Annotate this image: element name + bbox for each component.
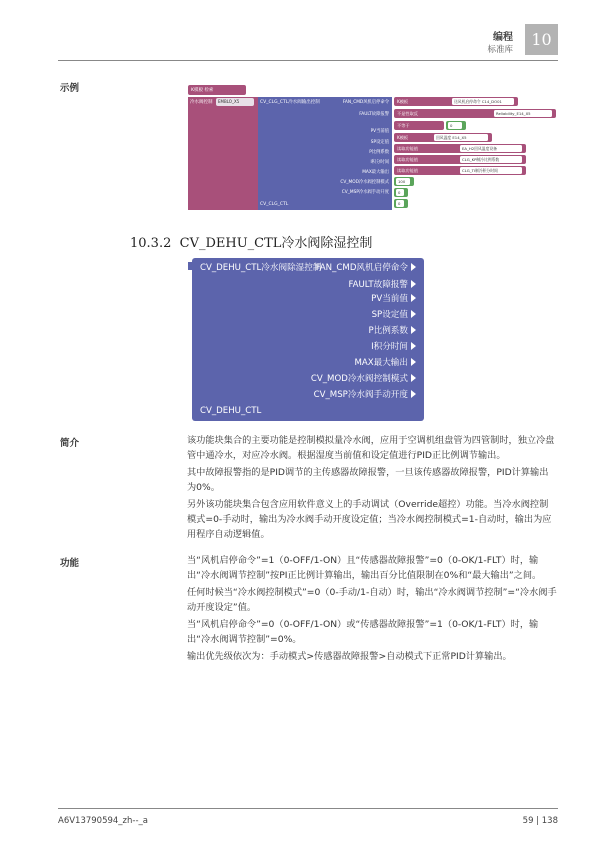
block-pin-label: FAULT故障报警 [348,280,408,290]
example-input-field: CLG_TI制冷积分时间 [460,167,522,174]
section-title: CV_DEHU_CTL冷水阀除湿控制 [179,236,373,251]
example-input-label: 不是性取反 [397,111,418,116]
function-block-footer: CV_DEHU_CTL [200,406,262,416]
pin-connector-icon [411,342,416,350]
example-input-field: Reliability_E14_X5 [494,110,552,117]
pin-connector-icon [411,294,416,302]
footer-pagination: 59 | 138 [522,816,558,826]
example-input-block [394,144,526,153]
intro-paragraph: 该功能块集合的主要功能是控制模拟量冷水阀，应用于空调机组盘管为四管制时，独立冷盘管中通冷水，对应冷水阀。根据湿度当前值和设定值进行PID正比例调节输出。 [187,435,555,461]
example-left-value: EMBLO_X5 [216,98,254,106]
example-input-label: K模板 [397,99,409,104]
example-left-block [188,97,258,210]
block-pin [372,308,416,320]
example-label: 示例 [60,83,80,94]
example-input-label: 读取功能值 [397,157,418,162]
example-pin: FAN_CMD风机启停命令 [342,100,389,105]
example-number-field: 0 [448,122,462,129]
example-compare-block [394,121,444,130]
example-mod-block [394,188,408,197]
block-pin [371,340,416,352]
function-label: 功能 [60,558,80,569]
example-left-label: 冷水阀控制 [190,100,213,105]
pin-connector-icon [411,326,416,334]
example-input-block [394,133,492,142]
footer-divider [58,808,558,809]
block-pin-label: CV_MSP冷水阀手动开度 [313,390,408,400]
footer-total: 138 [541,816,558,826]
block-pin [316,261,416,273]
block-pin [354,356,416,368]
example-input-label: 读取功能值 [397,168,418,173]
example-pin: SP设定值 [370,140,389,145]
example-input-block [394,166,526,175]
example-main-title: CV_CLG_CTL冷水阀输出控制 [260,100,320,105]
example-input-field: 送风机启停命令 C14_DO01 [452,98,514,105]
intro-text [187,433,557,544]
pin-connector-icon [411,310,416,318]
function-paragraph: 当“风机启停命令”=0（0-OFF/1-ON）或“传感器故障报警”=1（0-OK/1-FLT）时，输出“冷水阀调节控制”=0%。 [187,619,539,645]
example-pin: P比例系数 [369,150,389,155]
example-msp-block [394,199,408,208]
example-input-block [394,155,526,164]
example-input-label: 读取功能值 [397,146,418,151]
block-pin-label: PV当前值 [371,294,408,304]
footer-doc-id: A6V13790594_zh--_a [58,816,148,826]
example-input-block [394,109,556,118]
function-paragraph: 输出优先级依次为：手动模式>传感器故障报警>自动模式下正常PID计算输出。 [187,651,512,662]
example-max-block [394,177,414,186]
function-paragraph: 任何时候当“冷水阀控制模式”=0（0-手动/1-自动）时，输出“冷水阀调节控制”=“冷水阀手动开度设定”值。 [187,587,557,613]
example-pin: I积分时间 [370,160,389,165]
block-pin-label: CV_MOD冷水阀控制模式 [310,374,408,384]
example-diagram [188,85,560,210]
block-pin-label: P比例系数 [368,326,408,336]
header-divider [58,60,558,61]
example-mod-field: 0 [396,189,404,196]
example-pin: CV_MOD冷水阀控制模式 [340,180,389,185]
section-number: 10.3.2 [130,236,172,251]
example-max-field: 100 [396,178,410,185]
example-msp-field: 0 [396,200,404,207]
example-pin: CV_MSP冷水阀手动开度 [341,190,389,195]
section-heading [130,232,372,251]
pin-connector-icon [411,280,416,288]
block-pin [311,372,416,384]
example-input-block [394,97,518,106]
pin-connector-icon [411,263,416,271]
block-pin-label: MAX最大输出 [354,358,408,368]
example-input-label: K模板 [397,135,409,140]
function-paragraph: 当“风机启停命令”=1（0-OFF/1-ON）且“传感器故障报警”=0（0-OK/1-FLT）时，输出“冷水阀调节控制”按PI正比例计算输出，输出百分比值限制在0%和“最大输出”之间。 [187,555,542,581]
header-title: 编程 [493,32,513,43]
footer-page: 59 [522,816,534,826]
pin-connector-icon [411,374,416,382]
example-pin: FAULT故障报警 [359,112,389,117]
chapter-number: 10 [525,24,558,55]
block-pin-label: FAN_CMD风机启停命令 [315,263,408,273]
block-pin [314,388,416,400]
header-subtitle: 标准库 [487,45,513,55]
pin-connector-icon [411,390,416,398]
intro-label: 简介 [60,438,80,449]
function-block [192,258,424,421]
function-text [187,553,557,666]
example-pin: MAX最大输出 [362,170,389,175]
example-main-block [258,97,392,210]
example-input-field: 回风温度 E14_X5 [434,134,488,141]
example-number-block [446,121,466,130]
block-pin [371,292,416,304]
block-pin-label: I积分时间 [371,342,408,352]
example-main-footer: CV_CLG_CTL [260,202,289,207]
example-compare-label: 不等于 [397,123,410,128]
pin-connector-icon [411,358,416,366]
function-block-title: CV_DEHU_CTL冷水阀除湿控制 [200,263,322,273]
example-pin: PV当前值 [370,129,389,134]
block-pin [348,278,416,290]
example-topbar [188,85,246,95]
intro-paragraph: 其中故障报警指的是PID调节的主传感器故障报警，一旦该传感器故障报警，PID计算输出为0%。 [187,467,549,493]
intro-paragraph: 另外该功能块集合包含应用软件意义上的手动调试（Override超控）功能。当冷水阀控制模式=0-手动时，输出为冷水阀手动开度设定值；当冷水阀控制模式=1-自动时，输出为应用程序自动逻辑值。 [187,499,552,540]
example-input-field: CLG_KP制冷比例系数 [460,156,522,163]
block-pin [368,324,416,336]
block-pin-label: SP设定值 [371,310,408,320]
example-input-field: EA_H2回风温度设备 [460,145,522,152]
example-topbar-label: K模板 检索 [191,88,214,93]
